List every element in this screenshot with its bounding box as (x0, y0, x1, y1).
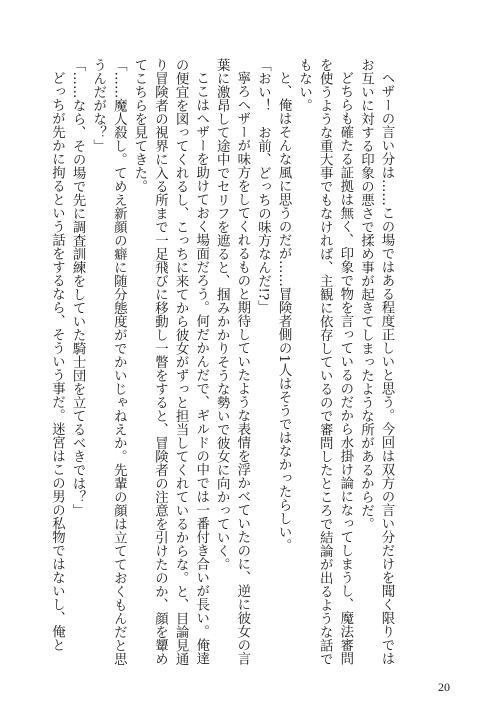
page-number: 20 (438, 680, 450, 694)
dialogue-3: 「……なら、その場で先に調査訓練をしていた騎士団を立てるべきでは？」 (70, 58, 86, 517)
vertical-text-body (49, 58, 396, 672)
paragraph-2: どちらも確たる証拠は無く、印象で物を言っているのだから水掛け論になってしまうし、魔法審問を使うような重大事でもなければ、主観に依存しているので審問したところで結論が出るような話でもない。 (296, 58, 353, 666)
paragraph-5: ここはヘザーを助けておく場面だろう。何だかんだで、ギルドの中では一番付き合いが長い。俺達の便宜を図ってくれるし、こっちに来てから彼女がずっと担当してくれているからな。と、目論見通り冒険者の視界に入る所まで一足飛びに移動し一瞥をすると、冒険者の注意を引けたのか、顔を顰めてこちらを見てきた。 (131, 58, 209, 666)
dialogue-1: 「おい！ お前、どっちの味方なんだ!?」 (255, 58, 271, 314)
dialogue-2: 「……魔人殺し。てめえ新顔の癖に随分態度がでかいじゃねえか。先輩の顔は立てておくもんだと思うんだがな？」 (90, 58, 127, 666)
paragraph-4: 寧ろヘザーが味方をしてくれるものと期待していたような表情を浮かべていたのに、逆に彼女の言葉に激昂して途中でセリフを遮ると、掴みかかりそうな勢いで彼女に向かっていく。 (214, 58, 250, 666)
paragraph-1: ヘザーの言い分は……この場ではある程度正しいと思う。今回は双方の言い分だけを聞く限りではお互いに対する印象の悪さで揉め事が起きてしまったような所があるからだ。 (358, 58, 394, 666)
paragraph-6: どっちが先かに拘るという話をするなら、そういう事だ。迷宮はこの男の私物ではないし、俺と (49, 71, 65, 652)
paragraph-3: と、俺はそんな風に思うのだが……冒険者側の1人はそうではなかったらしい。 (276, 71, 292, 553)
